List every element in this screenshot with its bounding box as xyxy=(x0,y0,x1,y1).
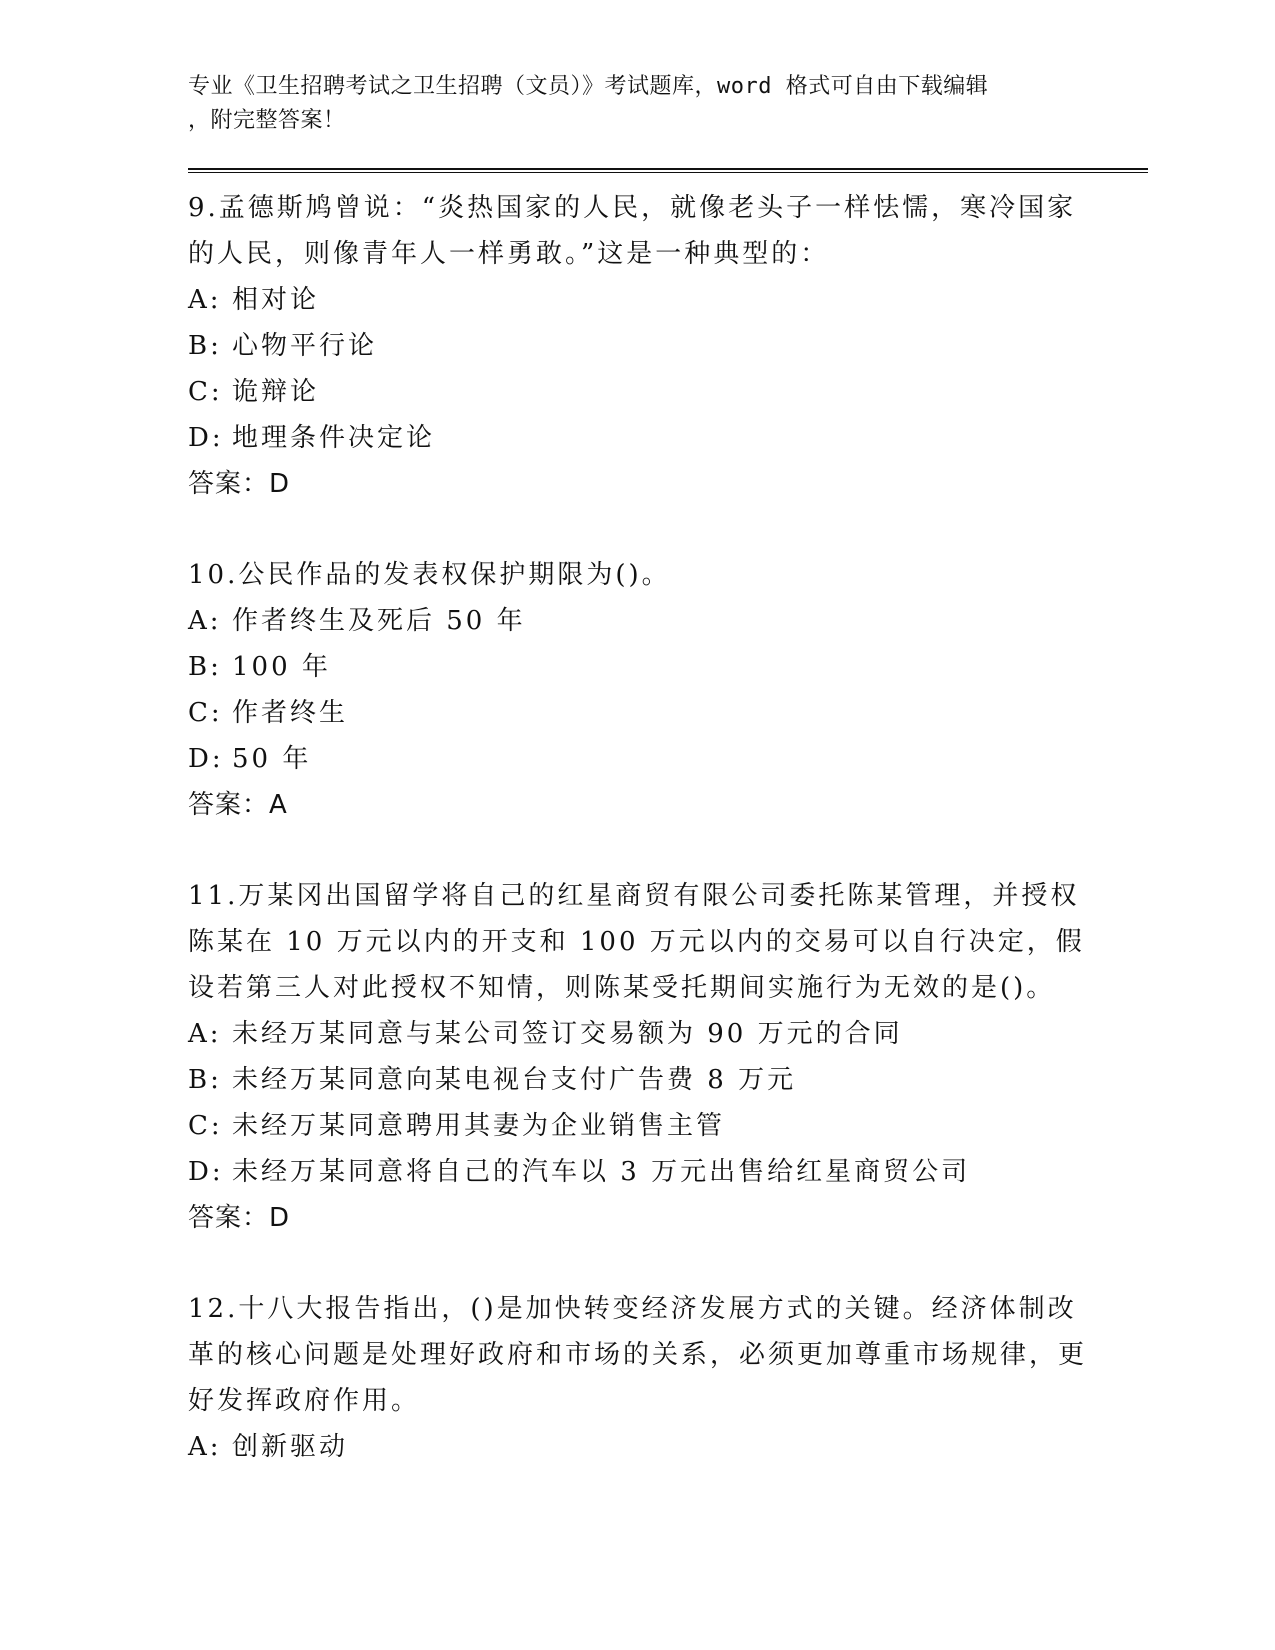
option-key: B: xyxy=(188,331,222,361)
question-12 xyxy=(188,1286,1148,1470)
question-9 xyxy=(188,185,1148,507)
option-d xyxy=(188,736,1148,782)
option-a xyxy=(188,277,1148,323)
option-text: 相对论 xyxy=(232,285,320,315)
header-line-1: 专业《卫生招聘考试之卫生招聘（文员）》考试题库，word 格式可自由下载编辑 xyxy=(188,74,989,99)
option-key: A: xyxy=(188,1432,222,1462)
option-a xyxy=(188,1011,1148,1057)
question-11 xyxy=(188,873,1148,1241)
answer-line: 答案：A xyxy=(188,790,288,820)
option-key: C: xyxy=(188,1111,223,1141)
option-b xyxy=(188,323,1148,369)
option-text: 作者终生及死后 50 年 xyxy=(232,606,526,636)
option-key: D: xyxy=(188,1157,224,1187)
option-a xyxy=(188,598,1148,644)
option-text: 50 年 xyxy=(232,744,312,774)
document-header xyxy=(188,70,1148,173)
question-stem: 9.孟德斯鸠曾说：“炎热国家的人民，就像老头子一样怯懦，寒冷国家的人民，则像青年人一样勇敢。”这是一种典型的： xyxy=(188,193,1077,269)
option-text: 诡辩论 xyxy=(232,377,320,407)
option-c xyxy=(188,1103,1148,1149)
header-divider xyxy=(188,168,1148,173)
question-spacer xyxy=(188,1241,1148,1286)
answer-line: 答案：D xyxy=(188,1203,291,1233)
question-stem: 10.公民作品的发表权保护期限为()。 xyxy=(188,560,671,590)
option-text: 创新驱动 xyxy=(232,1432,349,1462)
option-text: 未经万某同意与某公司签订交易额为 90 万元的合同 xyxy=(232,1019,903,1049)
header-line-2: ，附完整答案！ xyxy=(188,108,346,133)
option-text: 地理条件决定论 xyxy=(232,423,436,453)
option-key: B: xyxy=(188,1065,222,1095)
question-spacer xyxy=(188,828,1148,873)
option-b xyxy=(188,1057,1148,1103)
option-d xyxy=(188,1149,1148,1195)
option-key: C: xyxy=(188,377,223,407)
option-text: 未经万某同意聘用其妻为企业销售主管 xyxy=(232,1111,726,1141)
option-d xyxy=(188,415,1148,461)
option-text: 100 年 xyxy=(232,652,331,682)
document-page xyxy=(188,70,1148,1470)
option-key: B: xyxy=(188,652,222,682)
option-key: D: xyxy=(188,744,224,774)
option-text: 未经万某同意将自己的汽车以 3 万元出售给红星商贸公司 xyxy=(232,1157,971,1187)
option-key: C: xyxy=(188,698,223,728)
option-key: A: xyxy=(188,606,222,636)
option-key: A: xyxy=(188,1019,222,1049)
option-c xyxy=(188,369,1148,415)
option-text: 未经万某同意向某电视台支付广告费 8 万元 xyxy=(232,1065,797,1095)
question-stem: 12.十八大报告指出，()是加快转变经济发展方式的关键。经济体制改革的核心问题是处理好政府和市场的关系，必须更加尊重市场规律，更好发挥政府作用。 xyxy=(188,1294,1088,1416)
answer-line: 答案：D xyxy=(188,469,291,499)
option-text: 心物平行论 xyxy=(232,331,378,361)
option-text: 作者终生 xyxy=(232,698,349,728)
option-b xyxy=(188,644,1148,690)
question-stem: 11.万某冈出国留学将自己的红星商贸有限公司委托陈某管理，并授权陈某在 10 万元以内的开支和 100 万元以内的交易可以自行决定，假设若第三人对此授权不知情，则陈某受托期间实施行为无效的是()。 xyxy=(188,881,1085,1003)
question-10 xyxy=(188,552,1148,828)
question-spacer xyxy=(188,507,1148,552)
option-key: A: xyxy=(188,285,222,315)
option-c xyxy=(188,690,1148,736)
option-a xyxy=(188,1424,1148,1470)
option-key: D: xyxy=(188,423,224,453)
